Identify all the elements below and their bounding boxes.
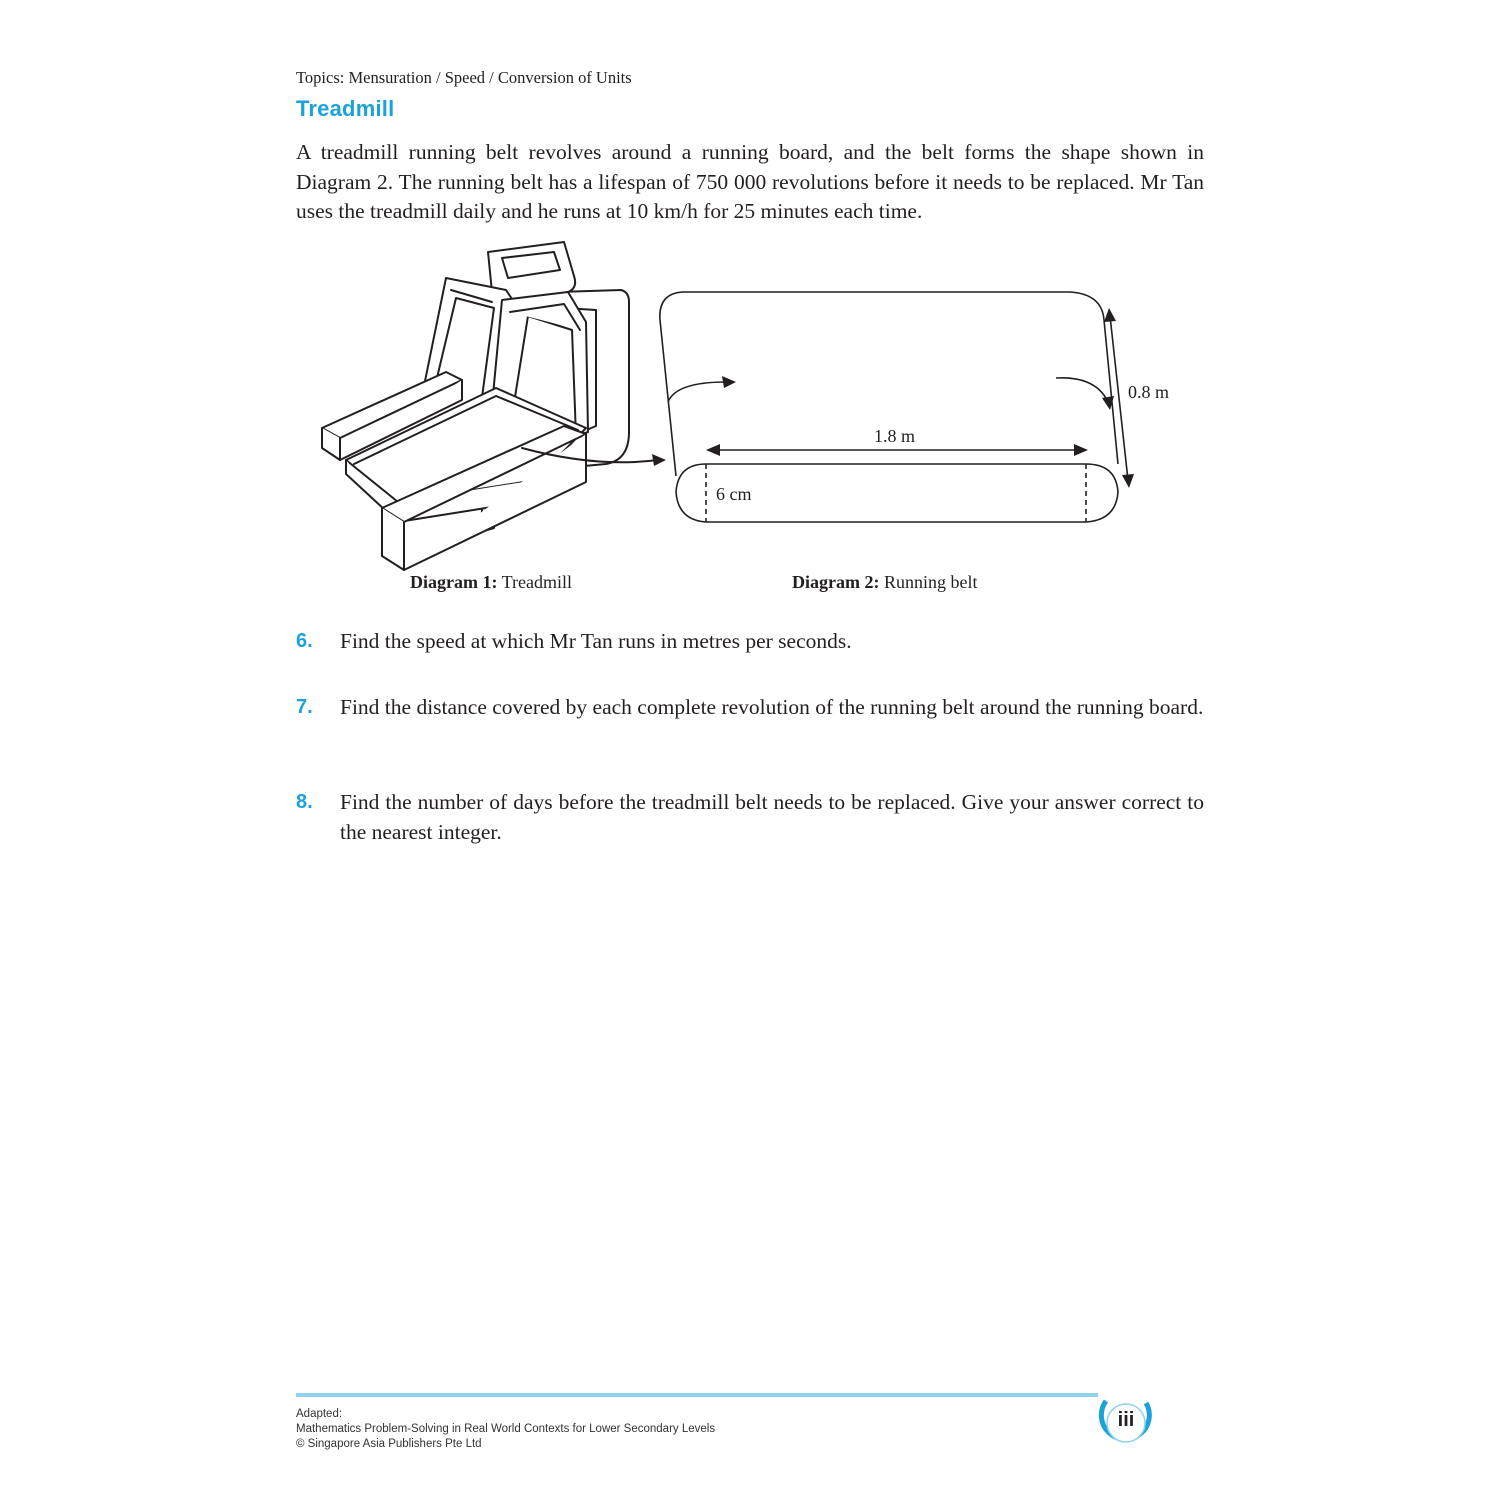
topics-line: Topics: Mensuration / Speed / Conversion of Units: [296, 68, 632, 87]
pointer-arrowhead: [652, 454, 666, 466]
belt-length-label: 1.8 m: [874, 426, 916, 446]
question-number: 8.: [296, 791, 313, 813]
belt-width-label: 0.8 m: [1128, 382, 1170, 402]
belt-thickness-label: 6 cm: [716, 484, 752, 504]
question-8: [296, 788, 1204, 847]
diagram2-caption: [792, 572, 977, 593]
diagram2-caption-bold: Diagram 2:: [792, 572, 880, 592]
diagram1-caption-bold: Diagram 1:: [410, 572, 498, 592]
dimension-arrowheads: [706, 308, 1134, 488]
footer-credits: [296, 1407, 715, 1452]
footer-line-1: Adapted:: [296, 1408, 343, 1420]
question-6: [296, 627, 1204, 657]
question-number: 6.: [296, 630, 313, 652]
question-number: 7.: [296, 696, 313, 718]
page-number: iii: [1117, 1409, 1135, 1431]
intro-paragraph: A treadmill running belt revolves around a running board, and the belt forms the shape shown in Diagram 2. The running belt has a lifespan of 750 000 revolutions before it needs to be replaced. Mr Tan uses the treadmill daily and he runs at 10 km/h for 25 minutes each time.: [296, 140, 1204, 223]
diagram1-caption: [410, 572, 572, 593]
question-text: Find the distance covered by each complete revolution of the running belt around the running board.: [340, 695, 1204, 719]
question-text: Find the number of days before the treadmill belt needs to be replaced. Give your answer correct to the nearest integer.: [340, 790, 1204, 844]
footer-line-2: Mathematics Problem-Solving in Real World Contexts for Lower Secondary Levels: [296, 1423, 716, 1435]
figure-diagrams: [296, 232, 1226, 572]
diagram2-caption-text: Running belt: [879, 572, 978, 592]
footer-line-3: © Singapore Asia Publishers Pte Ltd: [296, 1438, 482, 1450]
page-title: Treadmill: [296, 96, 395, 121]
question-7: [296, 693, 1204, 723]
question-text: Find the speed at which Mr Tan runs in metres per seconds.: [340, 629, 852, 653]
footer-rule: [296, 1393, 1098, 1397]
treadmill-illustration: [322, 242, 658, 570]
diagram1-caption-text: Treadmill: [497, 572, 572, 592]
